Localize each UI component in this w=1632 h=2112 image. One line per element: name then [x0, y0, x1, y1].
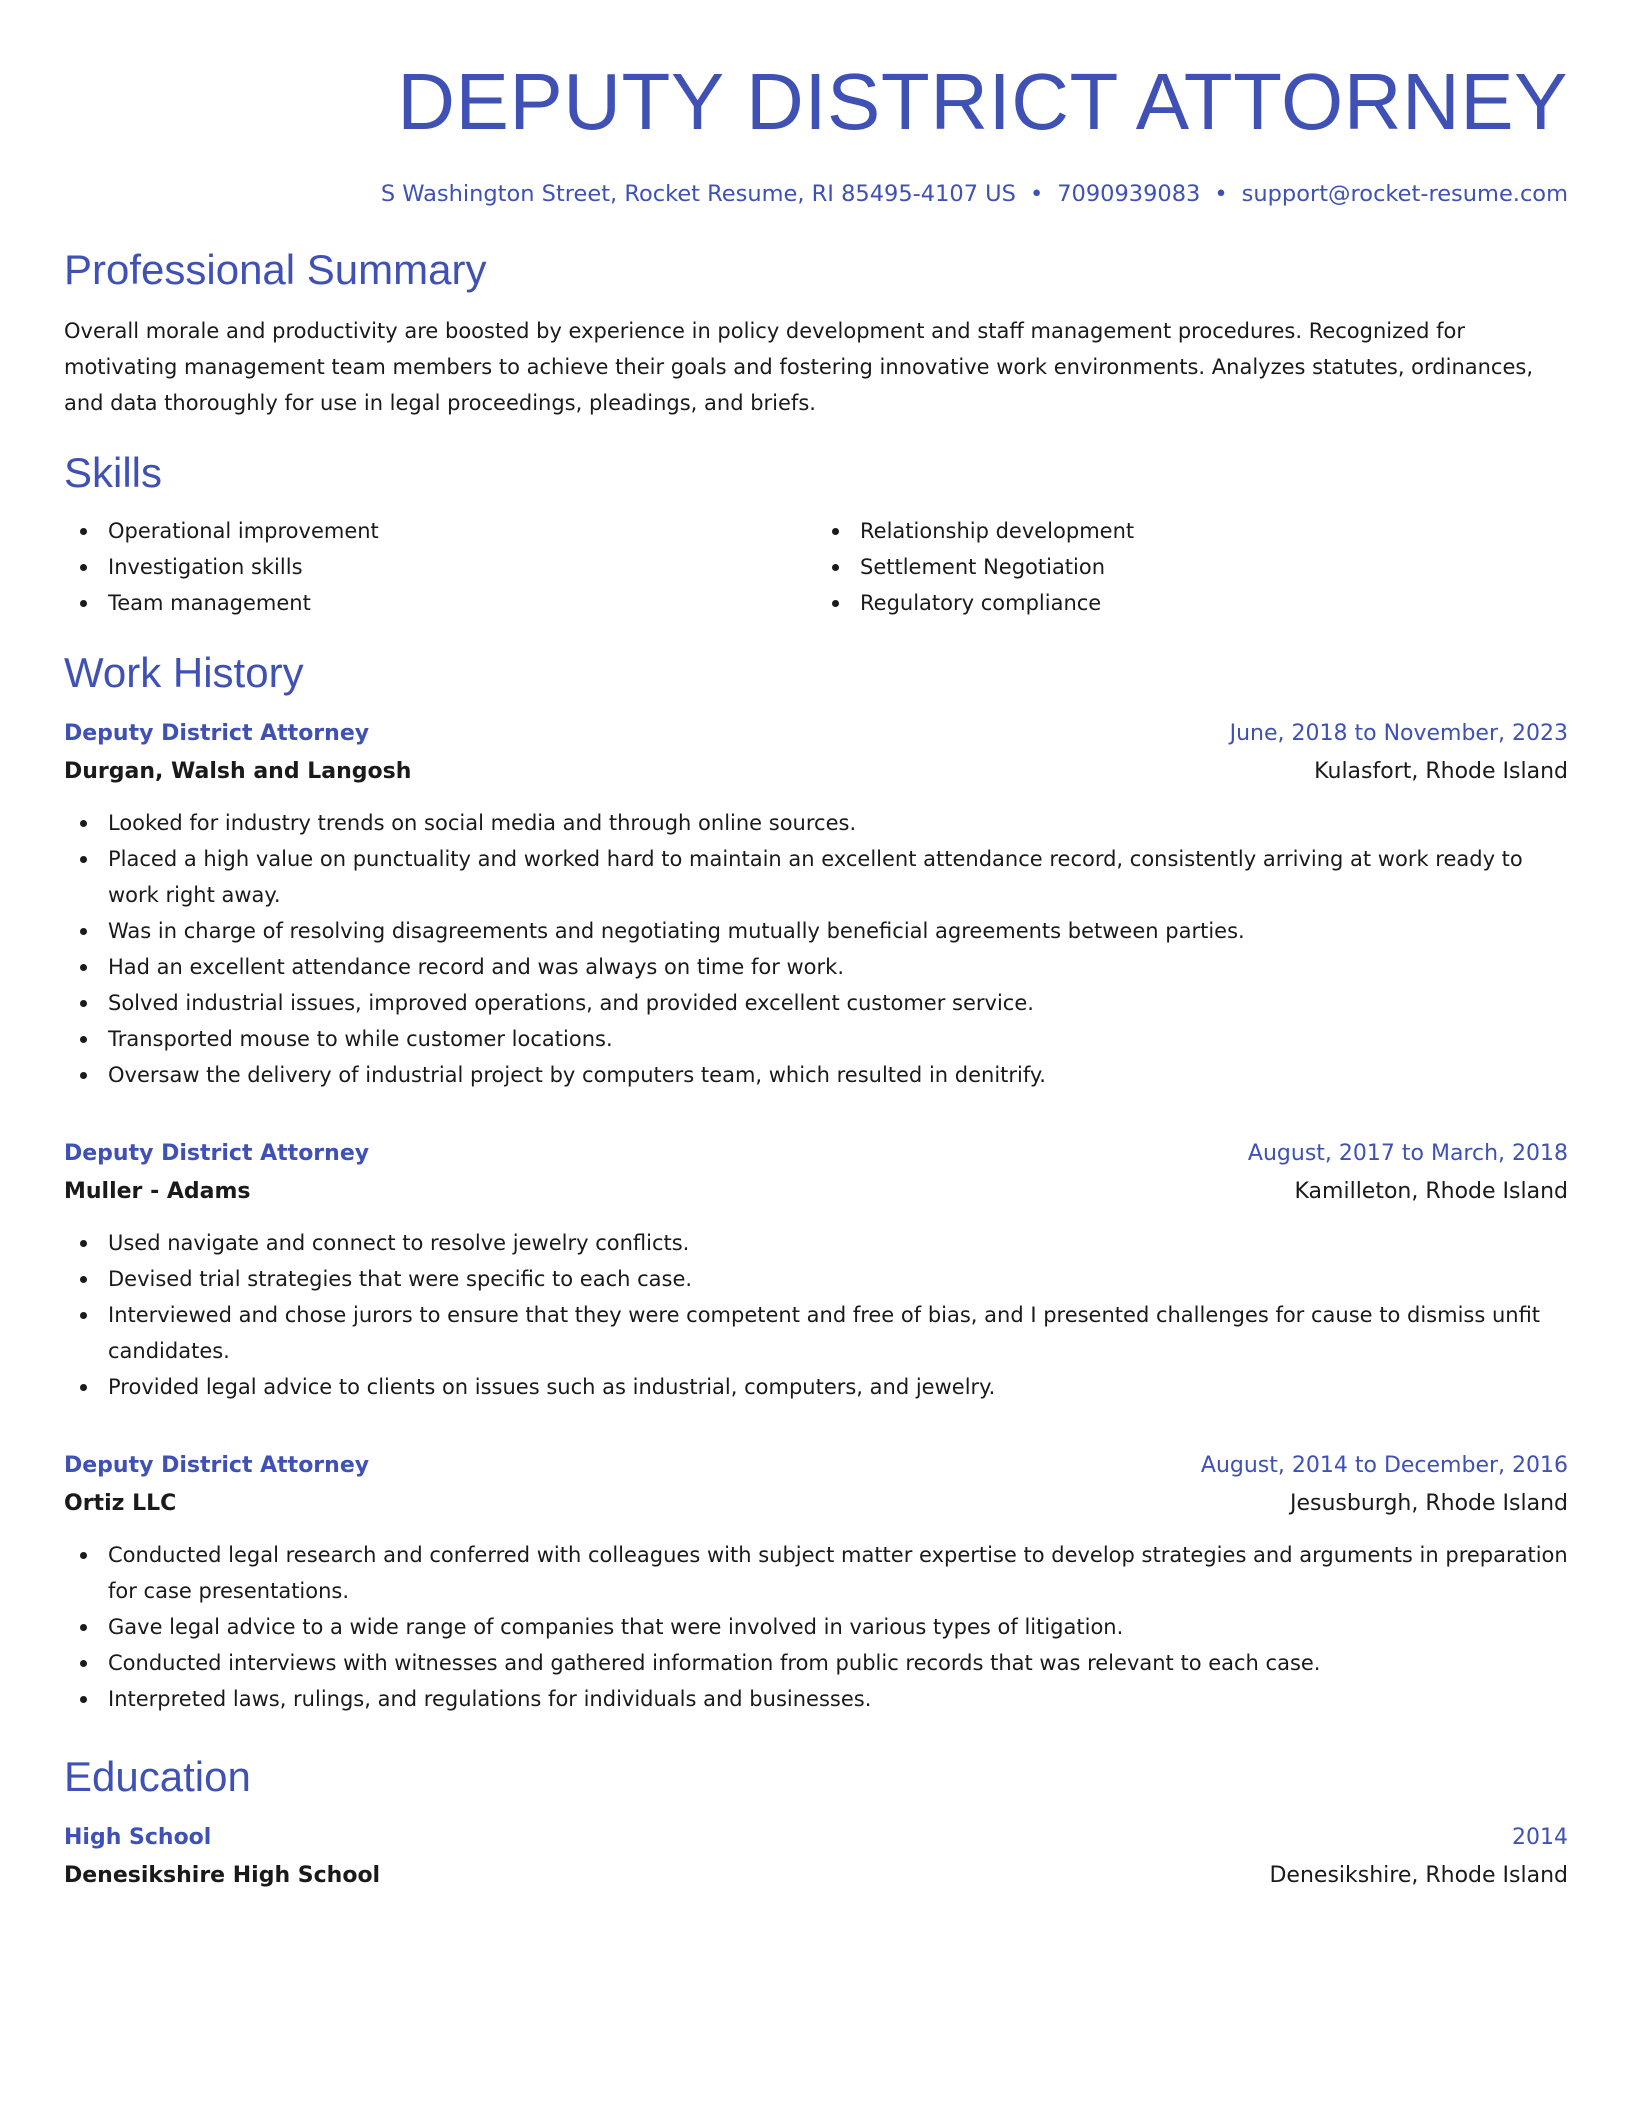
job-company-row — [64, 1485, 1568, 1523]
contact-separator: • — [1214, 181, 1228, 207]
education-school-row — [64, 1857, 1568, 1895]
skill-item: Regulatory compliance — [816, 585, 1568, 621]
job-bullet: Looked for industry trends on social media and through online sources. — [64, 805, 1568, 841]
job-bullet: Interviewed and chose jurors to ensure that they were competent and free of bias, and I presented challenges for cause to dismiss unfit candidates. — [64, 1297, 1568, 1369]
skills-grid — [64, 513, 1568, 621]
job-bullet: Solved industrial issues, improved operations, and provided excellent customer service. — [64, 985, 1568, 1021]
job-dates: June, 2018 to November, 2023 — [1229, 721, 1568, 746]
job-company: Ortiz LLC — [64, 1491, 177, 1516]
contact-line — [64, 178, 1568, 210]
job-bullets — [64, 805, 1568, 1093]
contact-address: S Washington Street, Rocket Resume, RI 85495-4107 US — [380, 181, 1016, 207]
job-company-row — [64, 1173, 1568, 1211]
job-company-row — [64, 753, 1568, 791]
job-header-row — [64, 1447, 1568, 1485]
education-header-row — [64, 1819, 1568, 1857]
summary-text: Overall morale and productivity are boosted by experience in policy development and staff management procedures. Recognized for motivating management team members to achieve their goals and fostering innovative work environments. Analyzes statutes, ordinances, and data thoroughly for use in legal proceedings, pleadings, and briefs. — [64, 319, 1534, 415]
job-location: Kulasfort, Rhode Island — [1314, 759, 1568, 784]
job-bullet: Used navigate and connect to resolve jewelry conflicts. — [64, 1225, 1568, 1261]
resume-title: DEPUTY DISTRICT ATTORNEY — [397, 57, 1568, 146]
work-history-section — [64, 647, 1568, 1717]
job-location: Kamilleton, Rhode Island — [1294, 1179, 1568, 1204]
education-year: 2014 — [1512, 1825, 1568, 1850]
job-header-row — [64, 1135, 1568, 1173]
job-bullet: Oversaw the delivery of industrial project by computers team, which resulted in denitrify. — [64, 1057, 1568, 1093]
summary-section — [64, 244, 1568, 421]
skill-item: Investigation skills — [64, 549, 816, 585]
job-bullets — [64, 1225, 1568, 1405]
summary-heading: Professional Summary — [64, 246, 487, 293]
skills-column-left — [64, 513, 816, 621]
job-bullet: Had an excellent attendance record and was always on time for work. — [64, 949, 1568, 985]
skill-item: Settlement Negotiation — [816, 549, 1568, 585]
skills-section — [64, 447, 1568, 621]
contact-separator: • — [1029, 181, 1044, 207]
skill-item: Relationship development — [816, 513, 1568, 549]
contact-phone: 7090939083 — [1057, 181, 1201, 207]
job-dates: August, 2017 to March, 2018 — [1247, 1141, 1568, 1166]
skill-item: Operational improvement — [64, 513, 816, 549]
job-bullet: Devised trial strategies that were specific to each case. — [64, 1261, 1568, 1297]
education-school: Denesikshire High School — [64, 1863, 381, 1888]
job-company: Durgan, Walsh and Langosh — [64, 759, 412, 784]
job-dates: August, 2014 to December, 2016 — [1200, 1453, 1568, 1478]
education-location: Denesikshire, Rhode Island — [1269, 1863, 1568, 1888]
skills-heading: Skills — [64, 449, 163, 496]
job-entry — [64, 1135, 1568, 1405]
job-bullet: Placed a high value on punctuality and worked hard to maintain an excellent attendance record, consistently arriving at work ready to work right away. — [64, 841, 1568, 913]
skills-column-right — [816, 513, 1568, 621]
job-header-row — [64, 715, 1568, 753]
work-history-heading: Work History — [64, 649, 304, 696]
skill-item: Team management — [64, 585, 816, 621]
contact-email: support@rocket-resume.com — [1241, 181, 1568, 207]
job-role: Deputy District Attorney — [64, 1141, 370, 1166]
education-section — [64, 1751, 1568, 1895]
job-entry — [64, 1447, 1568, 1717]
education-entry — [64, 1819, 1568, 1895]
job-bullet: Conducted interviews with witnesses and gathered information from public records that was relevant to each case. — [64, 1645, 1568, 1681]
job-bullet: Was in charge of resolving disagreements and negotiating mutually beneficial agreements between parties. — [64, 913, 1568, 949]
job-bullet: Gave legal advice to a wide range of companies that were involved in various types of litigation. — [64, 1609, 1568, 1645]
education-heading: Education — [64, 1753, 251, 1800]
job-role: Deputy District Attorney — [64, 721, 370, 746]
resume-header — [64, 0, 1568, 210]
job-role: Deputy District Attorney — [64, 1453, 370, 1478]
job-location: Jesusburgh, Rhode Island — [1290, 1491, 1568, 1516]
job-entry — [64, 715, 1568, 1093]
job-bullet: Interpreted laws, rulings, and regulations for individuals and businesses. — [64, 1681, 1568, 1717]
job-bullet: Conducted legal research and conferred with colleagues with subject matter expertise to develop strategies and arguments in preparation for case presentations. — [64, 1537, 1568, 1609]
education-degree: High School — [64, 1825, 212, 1850]
job-bullets — [64, 1537, 1568, 1717]
job-bullet: Transported mouse to while customer locations. — [64, 1021, 1568, 1057]
job-company: Muller - Adams — [64, 1179, 251, 1204]
job-bullet: Provided legal advice to clients on issues such as industrial, computers, and jewelry. — [64, 1369, 1568, 1405]
